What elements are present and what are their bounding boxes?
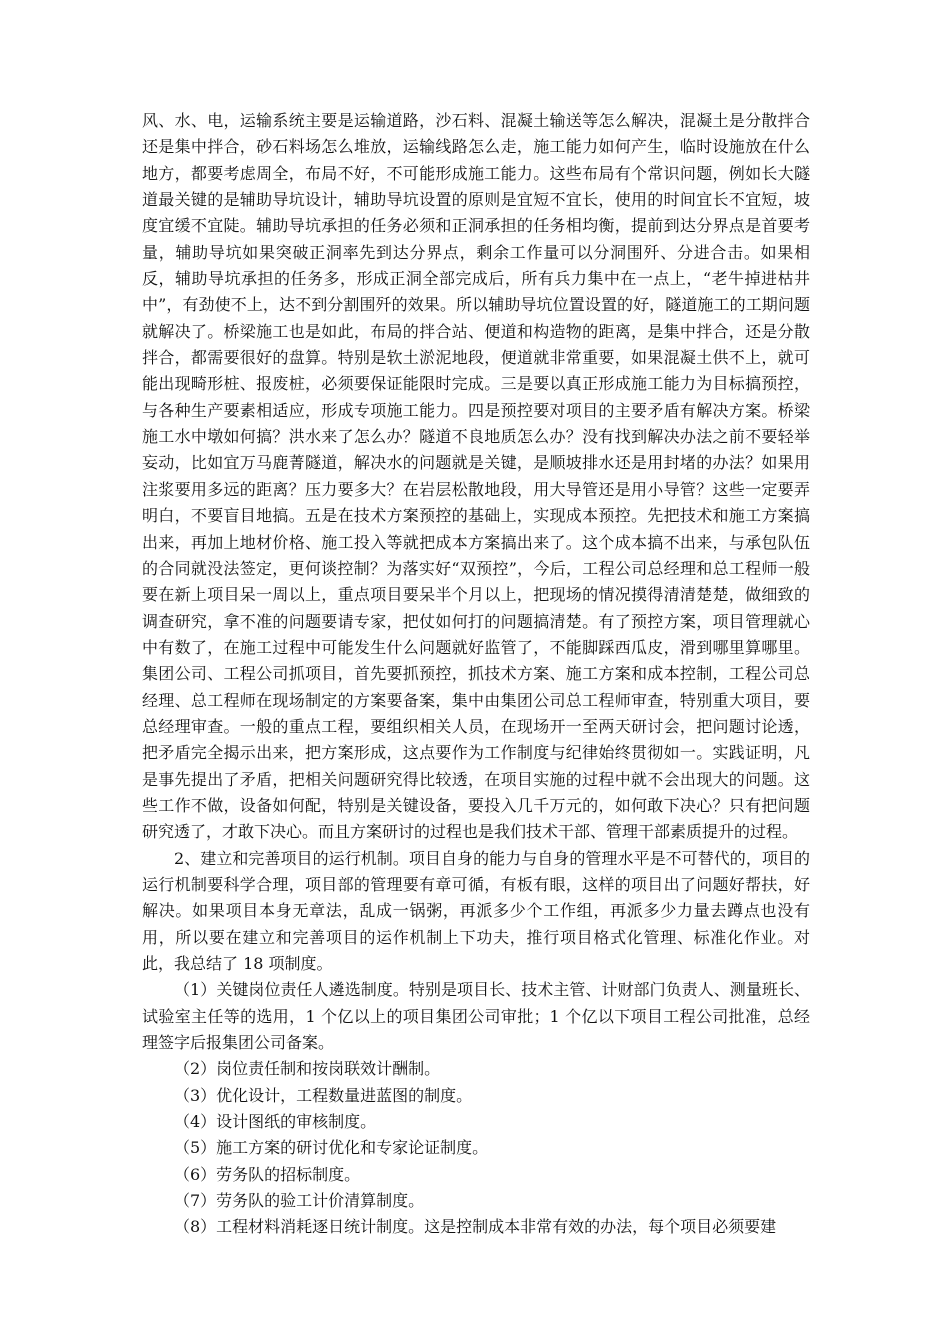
list-item-8: （8）工程材料消耗逐日统计制度。这是控制成本非常有效的办法，每个项目必须要建 xyxy=(174,1217,777,1237)
paragraph-continuation: 风、水、电，运输系统主要是运输道路，沙石料、混凝土输送等怎么解决，混凝土是分散拌合还是集中拌合，砂石料场怎么堆放，运输线路怎么走，施工能力如何产生，临时设施放在什么地方，都要考虑周全，布局不好，不可能形成施工能力。这些布局有个常识问题，例如长大隧道最关键的是辅助导坑设计，辅助导坑设置的原则是宜短不宜长，使用的时间宜长不宜短，坡度宜缓不宜陡。辅助导坑承担的任务必须和正洞承担的任务相均衡，提前到达分界点是首要考量，辅助导坑如果突破正洞率先到达分界点，剩余工作量可以分洞围歼、分进合击。如果相反，辅助导坑承担的任务多，形成正洞全部完成后，所有兵力集中在一点上，“老牛掉进枯井中”，有劲使不上，达不到分割围歼的效果。所以辅助导坑位置设置的好，隧道施工的工期问题就解决了。桥梁施工也是如此，布局的拌合站、便道和构造物的距离，是集中拌合，还是分散拌合，都需要很好的盘算。特别是软土淤泥地段，便道就非常重要，如果混凝土供不上，就可能出现畸形桩、报废桩，必须要保证能限时完成。三是要以真正形成施工能力为目标搞预控，与各种生产要素相适应，形成专项施工能力。四是预控要对项目的主要矛盾有解决方案。桥梁施工水中墩如何搞？洪水来了怎么办？隧道不良地质怎么办？没有找到解决办法之前不要轻举妄动，比如宜万马鹿菁隧道，解决水的问题就是关键，是顺坡排水还是用封堵的办法？如果用注浆要用多远的距离？压力要多大？在岩层松散地段，用大导管还是用小导管？这些一定要弄明白，不要盲目地搞。五是在技术方案预控的基础上，实现成本预控。先把技术和施工方案搞出来，再加上地材价格、施工投入等就把成本方案搞出来了。这个成本搞不出来，与承包队伍的合同就没法签定，更何谈控制？为落实好“双预控”，今后，工程公司总经理和总工程师一般要在新上项目呆一周以上，重点项目要呆半个月以上，把现场的情况摸得清清楚楚，做细致的调查研究，拿不准的问题要请专家，把仗如何打的问题搞清楚。有了预控方案，项目管理就心中有数了，在施工过程中可能发生什么问题就好监管了，不能脚踩西瓜皮，滑到哪里算哪里。集团公司、工程公司抓项目，首先要抓预控，抓技术方案、施工方案和成本控制，工程公司总经理、总工程师在现场制定的方案要备案，集中由集团公司总工程师审查，特别重大项目，要总经理审查。一般的重点工程，要组织相关人员，在现场开一至两天研讨会，把问题讨论透，把矛盾完全揭示出来，把方案形成，这点要作为工作制度与纪律始终贯彻如一。实践证明，凡是事先提出了矛盾，把相关问题研究得比较透，在项目实施的过程中就不会出现大的问题。这些工作不做，设备如何配，特别是关键设备，要投入几千万元的，如何敢下决心？只有把问题研究透了，才敢下决心。而且方案研讨的过程也是我们技术干部、管理干部素质提升的过程。 xyxy=(142,111,810,842)
paragraph-section-2: 2、建立和完善项目的运行机制。项目自身的能力与自身的管理水平是不可替代的，项目的运行机制要科学合理，项目部的管理要有章可循，有板有眼，这样的项目出了问题好帮扶，好解决。如果项目本身无章法，乱成一锅粥，再派多少个工作组，再派多少力量去蹲点也没有用，所以要在建立和完善项目的运作机制上下功夫，推行项目格式化管理、标准化作业。对此，我总结了 18 项制度。 xyxy=(142,848,810,973)
list-item-3: （3）优化设计，工程数量进蓝图的制度。 xyxy=(174,1085,473,1105)
list-item-2: （2）岗位责任制和按岗联效计酬制。 xyxy=(174,1059,441,1079)
list-item-1: （1）关键岗位责任人遴选制度。特别是项目长、技术主管、计财部门负责人、测量班长、试验室主任等的选用，1 个亿以上的项目集团公司审批；1 个亿以下项目工程公司批准，总经理签字后报集团公司备案。 xyxy=(142,980,810,1053)
list-item-7: （7）劳务队的验工计价清算制度。 xyxy=(174,1191,425,1211)
document-body xyxy=(142,108,810,1241)
list-item-4: （4）设计图纸的审核制度。 xyxy=(174,1112,377,1132)
list-item-5: （5）施工方案的研讨优化和专家论证制度。 xyxy=(174,1138,489,1158)
list-item-6: （6）劳务队的招标制度。 xyxy=(174,1164,361,1184)
